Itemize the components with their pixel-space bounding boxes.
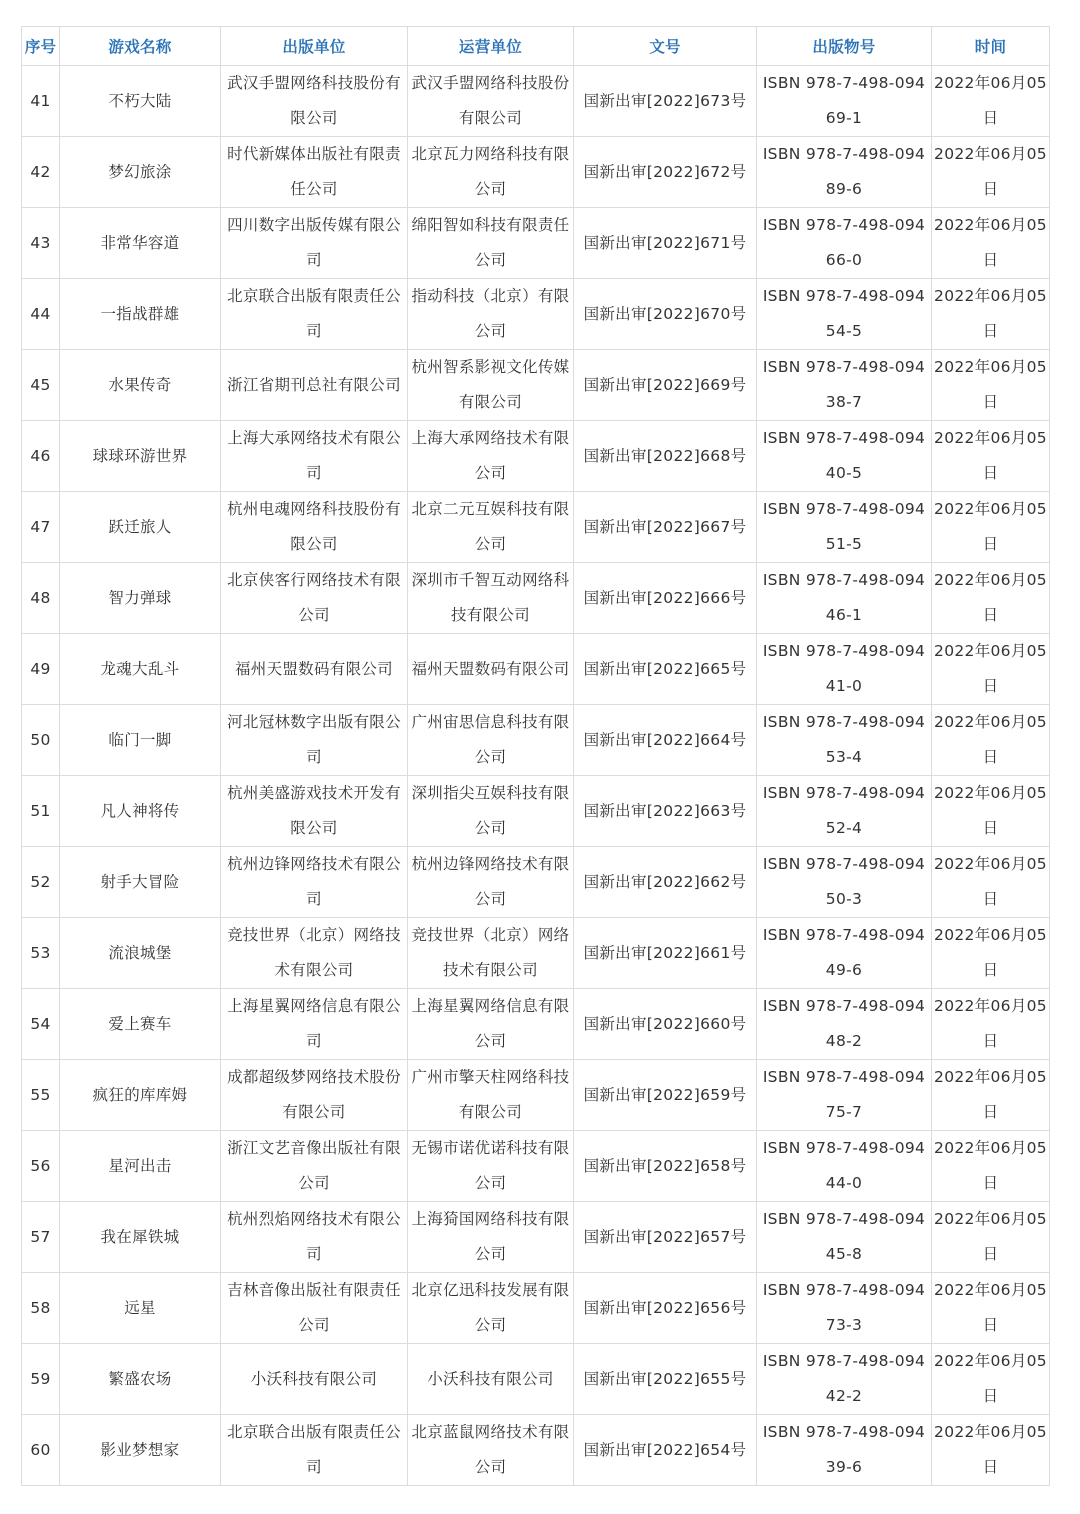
cell-approval-number: 国新出审[2022]656号 [574,1273,757,1344]
cell-operator: 指动科技（北京）有限公司 [408,279,574,350]
cell-game-name: 影业梦想家 [60,1415,221,1486]
cell-approval-number: 国新出审[2022]657号 [574,1202,757,1273]
cell-publisher: 竞技世界（北京）网络技术有限公司 [221,918,408,989]
cell-publication-number: ISBN 978-7-498-09451-5 [757,492,932,563]
cell-approval-number: 国新出审[2022]666号 [574,563,757,634]
cell-index: 60 [22,1415,60,1486]
cell-approval-number: 国新出审[2022]671号 [574,208,757,279]
cell-date: 2022年06月05日 [932,350,1050,421]
cell-game-name: 凡人神将传 [60,776,221,847]
cell-operator: 深圳指尖互娱科技有限公司 [408,776,574,847]
header-date: 时间 [932,27,1050,66]
header-game-name: 游戏名称 [60,27,221,66]
cell-publisher: 上海大承网络技术有限公司 [221,421,408,492]
cell-approval-number: 国新出审[2022]661号 [574,918,757,989]
cell-approval-number: 国新出审[2022]673号 [574,66,757,137]
table-row [22,1344,1050,1415]
cell-index: 41 [22,66,60,137]
cell-operator: 上海猗国网络科技有限公司 [408,1202,574,1273]
cell-operator: 北京亿迅科技发展有限公司 [408,1273,574,1344]
cell-game-name: 一指战群雄 [60,279,221,350]
cell-publication-number: ISBN 978-7-498-09449-6 [757,918,932,989]
cell-date: 2022年06月05日 [932,1131,1050,1202]
cell-publisher: 杭州烈焰网络技术有限公司 [221,1202,408,1273]
cell-approval-number: 国新出审[2022]663号 [574,776,757,847]
cell-operator: 深圳市千智互动网络科技有限公司 [408,563,574,634]
cell-publication-number: ISBN 978-7-498-09475-7 [757,1060,932,1131]
cell-date: 2022年06月05日 [932,563,1050,634]
cell-publication-number: ISBN 978-7-498-09438-7 [757,350,932,421]
cell-index: 50 [22,705,60,776]
cell-approval-number: 国新出审[2022]672号 [574,137,757,208]
cell-operator: 杭州边锋网络技术有限公司 [408,847,574,918]
cell-publisher: 北京侠客行网络技术有限公司 [221,563,408,634]
cell-publication-number: ISBN 978-7-498-09469-1 [757,66,932,137]
cell-index: 56 [22,1131,60,1202]
cell-index: 43 [22,208,60,279]
cell-game-name: 疯狂的库库姆 [60,1060,221,1131]
cell-publisher: 成都超级梦网络技术股份有限公司 [221,1060,408,1131]
cell-operator: 北京蓝鼠网络技术有限公司 [408,1415,574,1486]
cell-date: 2022年06月05日 [932,634,1050,705]
cell-publisher: 上海星翼网络信息有限公司 [221,989,408,1060]
cell-index: 48 [22,563,60,634]
cell-publisher: 时代新媒体出版社有限责任公司 [221,137,408,208]
cell-date: 2022年06月05日 [932,1415,1050,1486]
cell-date: 2022年06月05日 [932,492,1050,563]
header-approval-number: 文号 [574,27,757,66]
cell-index: 58 [22,1273,60,1344]
cell-publication-number: ISBN 978-7-498-09444-0 [757,1131,932,1202]
cell-approval-number: 国新出审[2022]655号 [574,1344,757,1415]
cell-operator: 北京二元互娱科技有限公司 [408,492,574,563]
table-row [22,1415,1050,1486]
cell-date: 2022年06月05日 [932,1273,1050,1344]
game-approval-table [21,26,1050,1486]
cell-index: 53 [22,918,60,989]
cell-game-name: 流浪城堡 [60,918,221,989]
game-approval-table-container [21,26,1049,1486]
cell-operator: 上海星翼网络信息有限公司 [408,989,574,1060]
cell-approval-number: 国新出审[2022]660号 [574,989,757,1060]
cell-date: 2022年06月05日 [932,847,1050,918]
table-row [22,563,1050,634]
cell-game-name: 球球环游世界 [60,421,221,492]
cell-index: 46 [22,421,60,492]
table-row [22,66,1050,137]
cell-date: 2022年06月05日 [932,208,1050,279]
cell-publisher: 福州天盟数码有限公司 [221,634,408,705]
cell-publication-number: ISBN 978-7-498-09473-3 [757,1273,932,1344]
table-row [22,350,1050,421]
cell-game-name: 非常华容道 [60,208,221,279]
header-publication-number: 出版物号 [757,27,932,66]
cell-operator: 武汉手盟网络科技股份有限公司 [408,66,574,137]
cell-operator: 北京瓦力网络科技有限公司 [408,137,574,208]
table-row [22,989,1050,1060]
cell-publication-number: ISBN 978-7-498-09442-2 [757,1344,932,1415]
header-publisher: 出版单位 [221,27,408,66]
cell-approval-number: 国新出审[2022]668号 [574,421,757,492]
cell-game-name: 星河出击 [60,1131,221,1202]
cell-publication-number: ISBN 978-7-498-09453-4 [757,705,932,776]
cell-game-name: 爱上赛车 [60,989,221,1060]
cell-approval-number: 国新出审[2022]658号 [574,1131,757,1202]
cell-index: 54 [22,989,60,1060]
cell-index: 59 [22,1344,60,1415]
table-row [22,421,1050,492]
cell-publication-number: ISBN 978-7-498-09446-1 [757,563,932,634]
table-row [22,705,1050,776]
cell-date: 2022年06月05日 [932,1060,1050,1131]
cell-game-name: 智力弹球 [60,563,221,634]
cell-date: 2022年06月05日 [932,421,1050,492]
cell-date: 2022年06月05日 [932,776,1050,847]
cell-approval-number: 国新出审[2022]664号 [574,705,757,776]
table-row [22,1131,1050,1202]
cell-approval-number: 国新出审[2022]659号 [574,1060,757,1131]
cell-index: 49 [22,634,60,705]
cell-index: 44 [22,279,60,350]
table-row [22,918,1050,989]
cell-operator: 上海大承网络技术有限公司 [408,421,574,492]
cell-publication-number: ISBN 978-7-498-09450-3 [757,847,932,918]
cell-publication-number: ISBN 978-7-498-09489-6 [757,137,932,208]
cell-publisher: 吉林音像出版社有限责任公司 [221,1273,408,1344]
cell-date: 2022年06月05日 [932,989,1050,1060]
table-row [22,492,1050,563]
cell-publication-number: ISBN 978-7-498-09454-5 [757,279,932,350]
cell-game-name: 梦幻旅涂 [60,137,221,208]
table-row [22,279,1050,350]
cell-publication-number: ISBN 978-7-498-09452-4 [757,776,932,847]
cell-publisher: 北京联合出版有限责任公司 [221,279,408,350]
cell-index: 57 [22,1202,60,1273]
cell-approval-number: 国新出审[2022]654号 [574,1415,757,1486]
table-row [22,1060,1050,1131]
cell-game-name: 临门一脚 [60,705,221,776]
table-row [22,634,1050,705]
table-row [22,1202,1050,1273]
cell-date: 2022年06月05日 [932,1344,1050,1415]
cell-operator: 绵阳智如科技有限责任公司 [408,208,574,279]
cell-publication-number: ISBN 978-7-498-09439-6 [757,1415,932,1486]
cell-index: 42 [22,137,60,208]
cell-index: 51 [22,776,60,847]
cell-game-name: 我在犀铁城 [60,1202,221,1273]
cell-date: 2022年06月05日 [932,705,1050,776]
cell-game-name: 射手大冒险 [60,847,221,918]
cell-publisher: 杭州电魂网络科技股份有限公司 [221,492,408,563]
cell-index: 47 [22,492,60,563]
cell-publisher: 河北冠林数字出版有限公司 [221,705,408,776]
cell-approval-number: 国新出审[2022]670号 [574,279,757,350]
cell-game-name: 龙魂大乱斗 [60,634,221,705]
cell-publication-number: ISBN 978-7-498-09466-0 [757,208,932,279]
cell-date: 2022年06月05日 [932,918,1050,989]
cell-approval-number: 国新出审[2022]669号 [574,350,757,421]
table-row [22,137,1050,208]
cell-publication-number: ISBN 978-7-498-09445-8 [757,1202,932,1273]
cell-publication-number: ISBN 978-7-498-09441-0 [757,634,932,705]
table-header-row [22,27,1050,66]
cell-approval-number: 国新出审[2022]667号 [574,492,757,563]
cell-operator: 小沃科技有限公司 [408,1344,574,1415]
cell-operator: 杭州智系影视文化传媒有限公司 [408,350,574,421]
table-body [22,66,1050,1486]
cell-publisher: 北京联合出版有限责任公司 [221,1415,408,1486]
cell-publisher: 四川数字出版传媒有限公司 [221,208,408,279]
cell-approval-number: 国新出审[2022]665号 [574,634,757,705]
cell-publisher: 浙江省期刊总社有限公司 [221,350,408,421]
table-row [22,847,1050,918]
cell-operator: 无锡市诺优诺科技有限公司 [408,1131,574,1202]
cell-index: 55 [22,1060,60,1131]
cell-date: 2022年06月05日 [932,66,1050,137]
table-row [22,208,1050,279]
cell-publisher: 小沃科技有限公司 [221,1344,408,1415]
table-row [22,776,1050,847]
cell-game-name: 不朽大陆 [60,66,221,137]
cell-operator: 广州市擎天柱网络科技有限公司 [408,1060,574,1131]
cell-index: 52 [22,847,60,918]
cell-publisher: 武汉手盟网络科技股份有限公司 [221,66,408,137]
cell-date: 2022年06月05日 [932,1202,1050,1273]
cell-publisher: 浙江文艺音像出版社有限公司 [221,1131,408,1202]
cell-publication-number: ISBN 978-7-498-09448-2 [757,989,932,1060]
cell-index: 45 [22,350,60,421]
cell-publisher: 杭州边锋网络技术有限公司 [221,847,408,918]
cell-publication-number: ISBN 978-7-498-09440-5 [757,421,932,492]
cell-game-name: 繁盛农场 [60,1344,221,1415]
header-operator: 运营单位 [408,27,574,66]
cell-game-name: 水果传奇 [60,350,221,421]
cell-publisher: 杭州美盛游戏技术开发有限公司 [221,776,408,847]
cell-game-name: 跃迁旅人 [60,492,221,563]
cell-approval-number: 国新出审[2022]662号 [574,847,757,918]
cell-game-name: 远星 [60,1273,221,1344]
cell-date: 2022年06月05日 [932,137,1050,208]
cell-date: 2022年06月05日 [932,279,1050,350]
header-index: 序号 [22,27,60,66]
table-row [22,1273,1050,1344]
cell-operator: 福州天盟数码有限公司 [408,634,574,705]
cell-operator: 竞技世界（北京）网络技术有限公司 [408,918,574,989]
cell-operator: 广州宙思信息科技有限公司 [408,705,574,776]
